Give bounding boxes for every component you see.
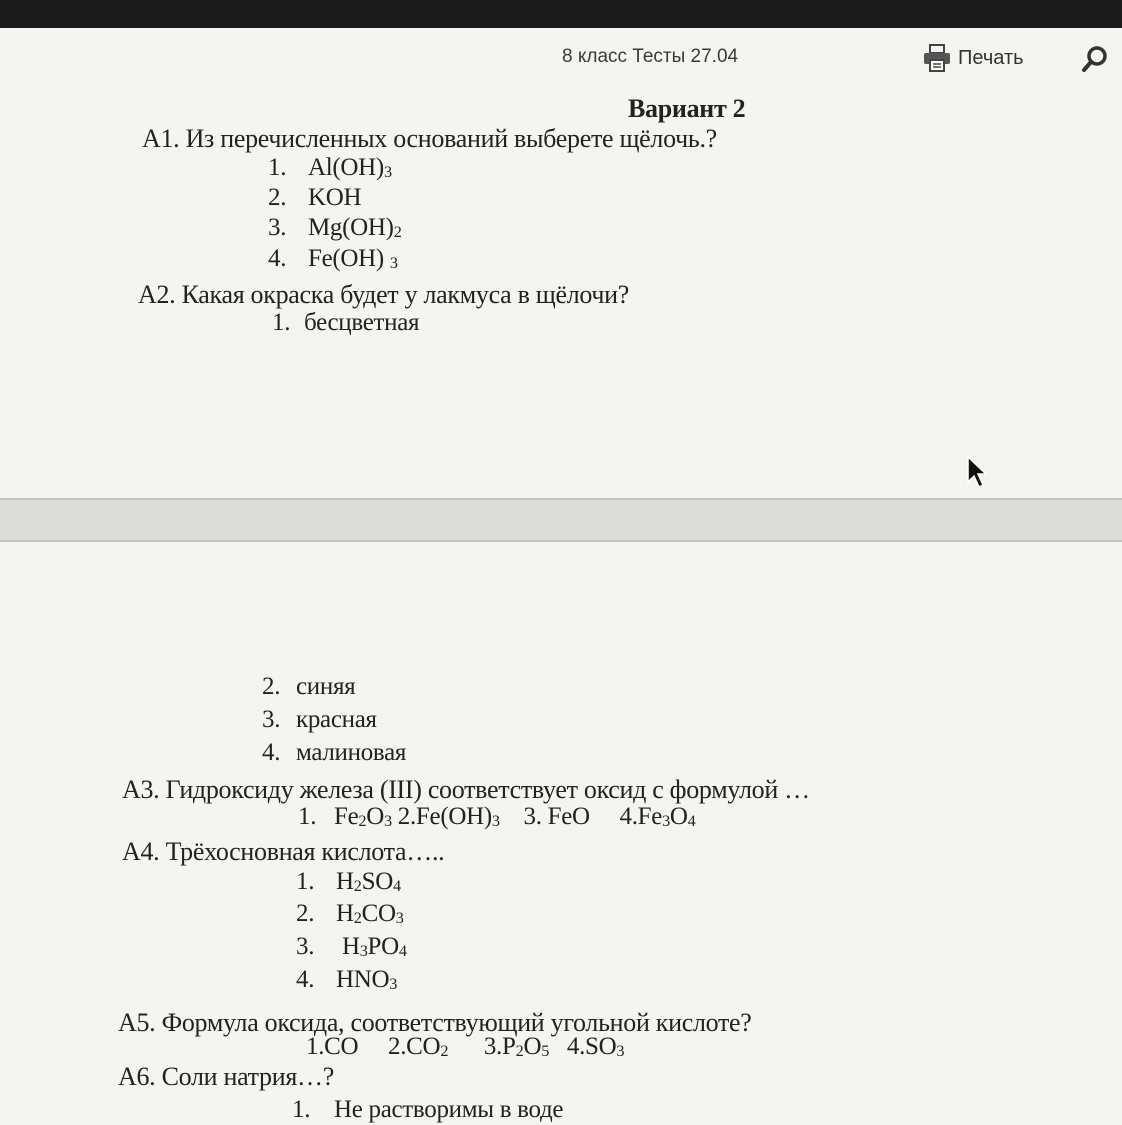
question-a6: А6. Соли натрия…?: [118, 1062, 334, 1091]
question-a5: А5. Формула оксида, соответствующий угольной кислоте?: [118, 1008, 752, 1037]
a4-option-3: 3. $H_3PO_4$: [296, 933, 407, 960]
a4-option-1: 1. $H_2SO_4$: [296, 868, 401, 895]
print-label: Печать: [958, 46, 1024, 69]
question-a3: А3. Гидроксиду железа (III) соответствует оксид с формулой …: [122, 775, 810, 804]
a2-option-4: 4. малиновая: [262, 739, 407, 766]
a1-option-1: 1. $Al(OH)_3$: [268, 154, 392, 181]
question-a2: А2. Какая окраска будет у лакмуса в щёлочи?: [138, 280, 630, 309]
a6-option-1: 1. Не растворимы в воде: [292, 1096, 564, 1123]
top-bar: [0, 0, 1122, 28]
a1-option-4: 4. Fe(OH) $_3$: [268, 245, 398, 272]
question-a1: А1. Из перечисленных оснований выберете щёлочь.?: [142, 124, 717, 153]
print-button[interactable]: [922, 44, 1024, 72]
printer-icon: [922, 44, 952, 72]
question-a4: А4. Трёхосновная кислота…..: [122, 837, 445, 866]
a5-options: 1.CO $2.CO_2$ $3.P_2O_5$ $4.SO_3$: [306, 1033, 625, 1060]
page-break: [0, 498, 1122, 542]
document-page-1: [0, 28, 1122, 498]
search-icon[interactable]: [1080, 44, 1110, 74]
mouse-cursor-icon: [966, 456, 990, 490]
a1-option-2: 2. KOH: [268, 184, 362, 211]
a2-option-3: 3. красная: [262, 706, 377, 733]
a4-option-4: 4. $HNO_3$: [296, 966, 398, 993]
a3-options: 1. $Fe_2O_3$ $2.Fe(OH)_3$ 3. FeO $4.Fe_3O_4$: [298, 803, 696, 830]
a2-option-2: 2. синяя: [262, 673, 356, 700]
a2-option-1: 1. бесцветная: [272, 309, 420, 336]
a1-option-3: 3. $Mg(OH)_2$: [268, 214, 402, 241]
document-title: 8 класс Тесты 27.04: [562, 46, 739, 67]
variant-title: Вариант 2: [628, 94, 746, 123]
a4-option-2: 2. $H_2CO_3$: [296, 900, 404, 927]
